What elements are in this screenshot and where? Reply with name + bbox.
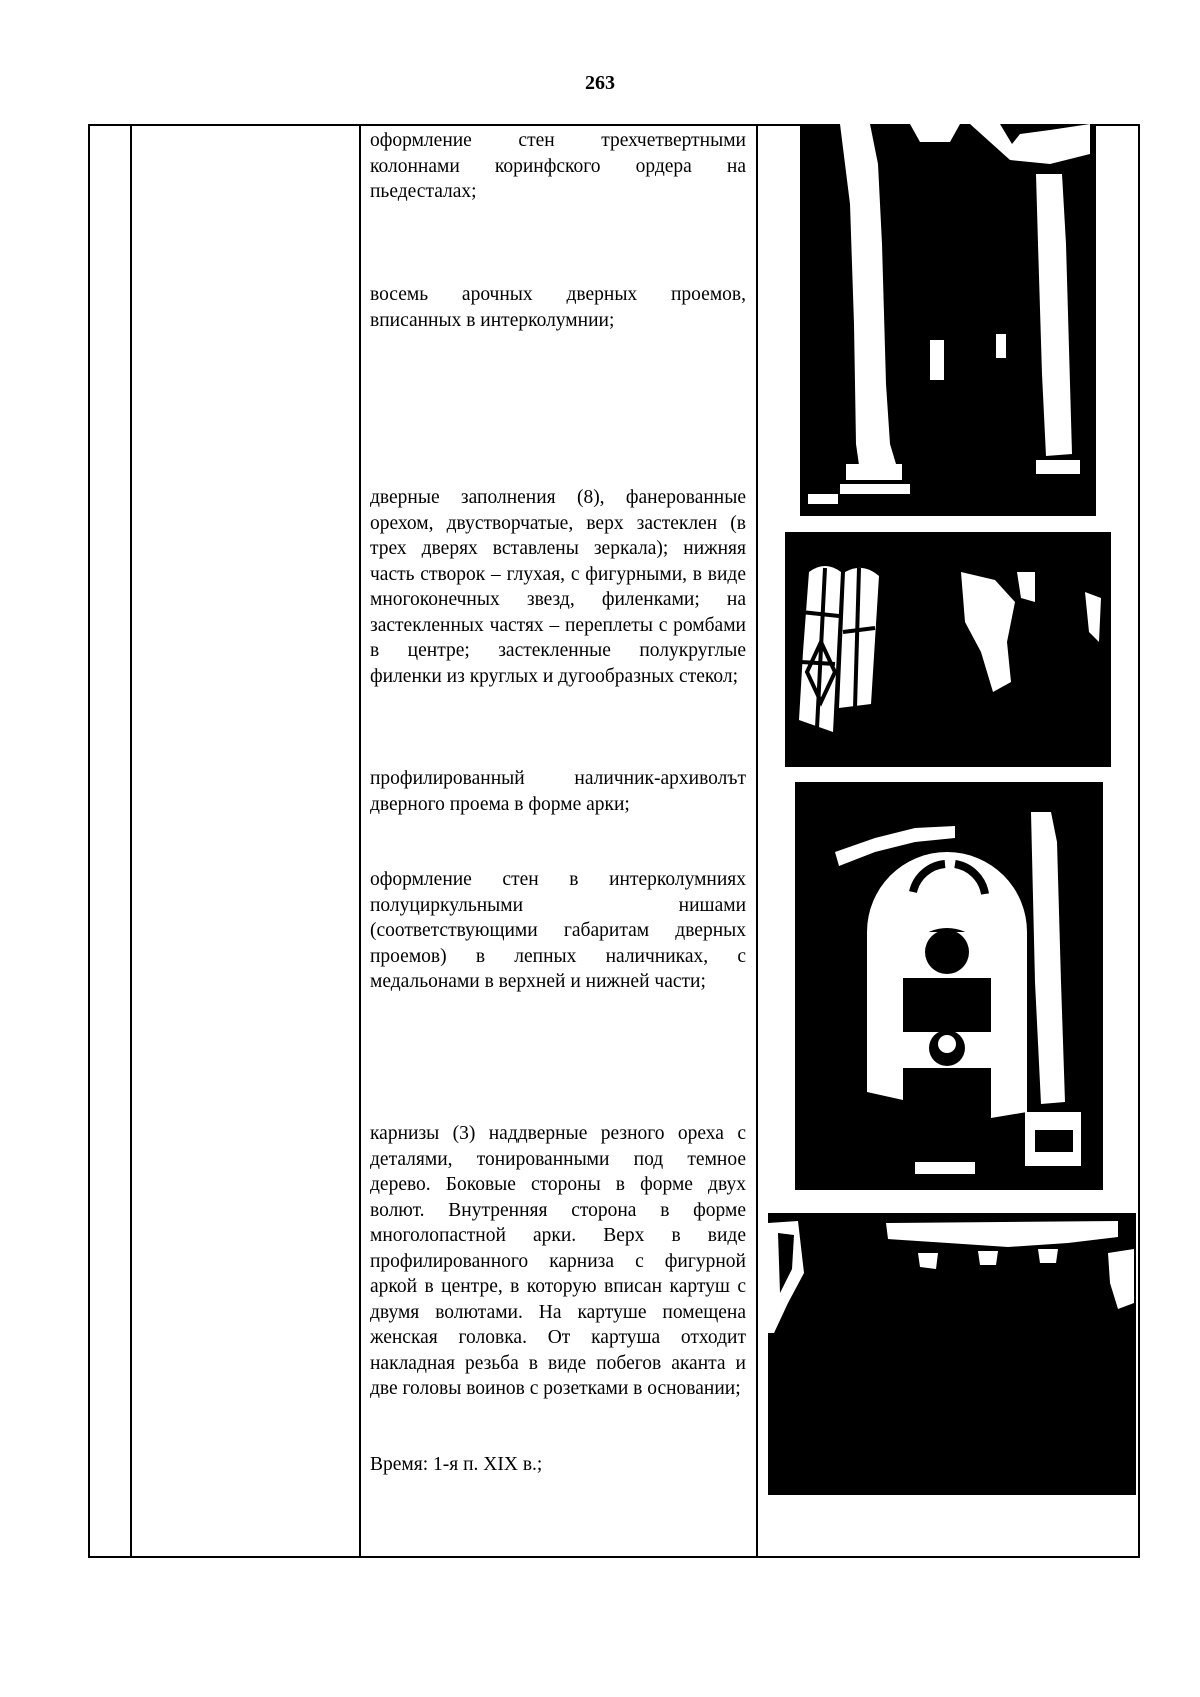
entry-door-fillings: дверные заполнения (8), фанерованные орехом, двустворчатые, верх застеклен (в трех дверях вставлены зеркала); нижняя часть створок – глухая, с фигурными, в виде многоконечных звезд, филенками; на застекленных частях – переплеты с ромбами в центре; застекленные полукруглые филенки из круглых и дугообразных стекол;: [370, 487, 746, 687]
arched-window-door-photo: [785, 532, 1111, 767]
entry-arched-doorways: восемь арочных дверных проемов, вписанных в интерколумнии;: [370, 284, 746, 331]
column-divider-2: [359, 124, 361, 1558]
door-cornice-photo: [768, 1213, 1136, 1495]
page-number: 263: [585, 72, 615, 94]
interior-columns-photo: [800, 124, 1096, 516]
entry-architrave: профилированный наличник-архиволът дверного проема в форме арки;: [370, 768, 746, 815]
entry-cornices: карнизы (3) наддверные резного ореха с деталями, тонированными под темное дерево. Боковые стороны в форме двух волют. Внутренняя сторона в форме многолопастной арки. Верх в виде профилированного карниза с фигурной аркой в центре, в которую вписан картуш с двумя волютами. На картуше помещена женская головка. От картуша отходит накладная резьба в виде побегов аканта и две головы воинов с розетками в основании;: [370, 1123, 746, 1399]
entry-time: Время: 1-я п. XIX в.;: [370, 1454, 543, 1475]
column-divider-1: [130, 124, 132, 1558]
arch-architrave-photo: [795, 782, 1103, 1190]
column-divider-3: [756, 124, 758, 1558]
entry-columns: оформление стен трехчетвертными колоннами коринфского ордера на пьедесталах;: [370, 130, 746, 202]
entry-wall-niches: оформление стен в интерколумниях полуциркульными нишами (соответствующими габаритам дверных проемов) в лепных наличниках, с медальонами в верхней и нижней части;: [370, 869, 746, 992]
